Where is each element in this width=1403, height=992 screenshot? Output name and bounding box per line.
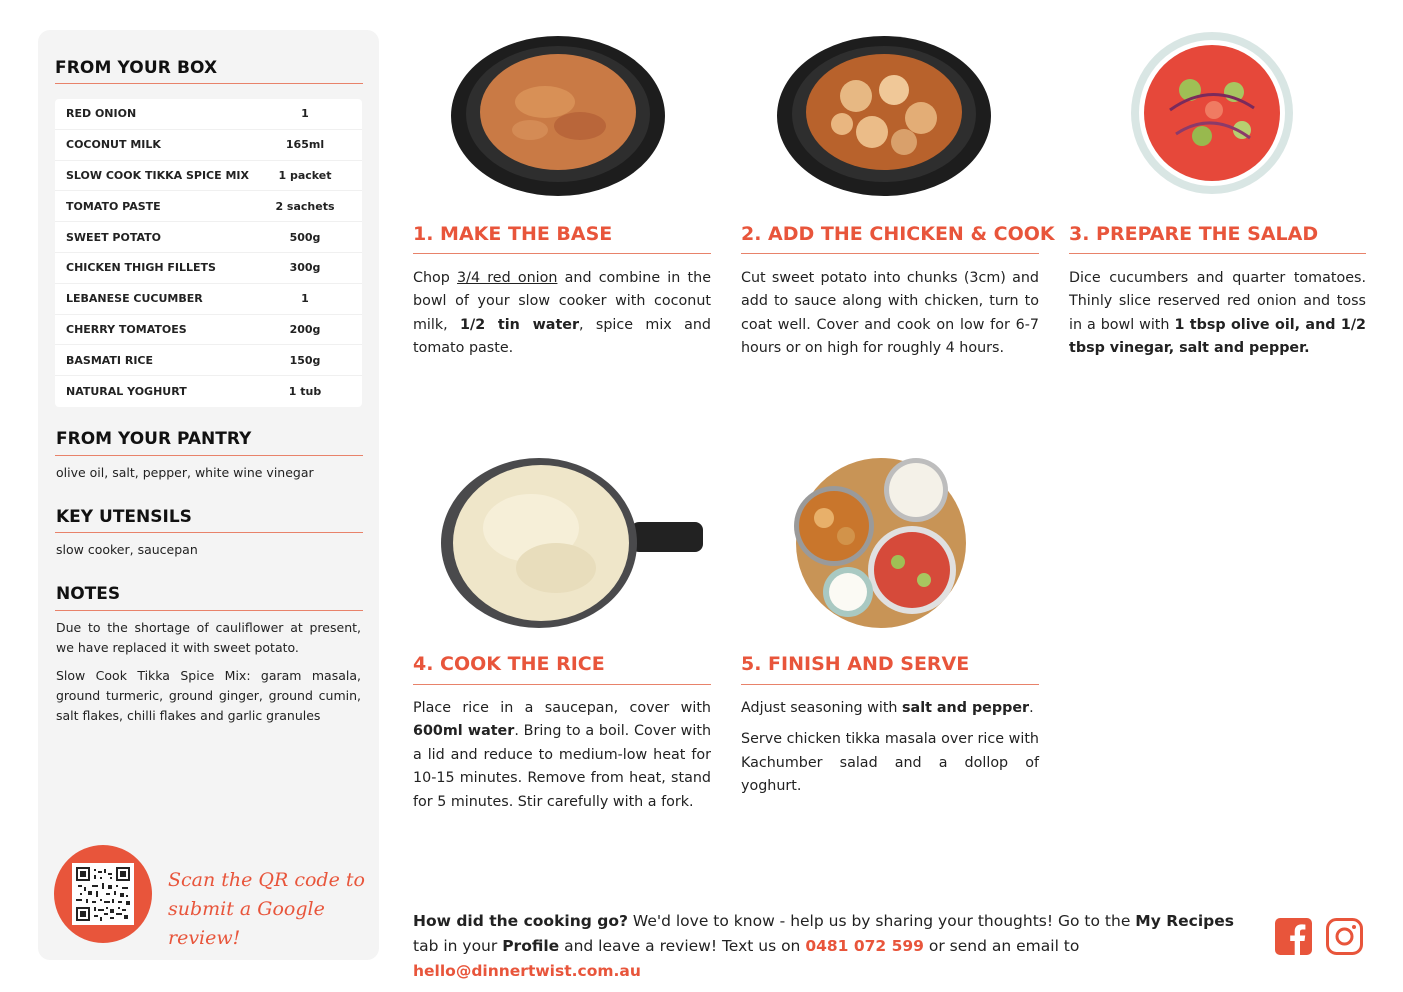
step-5-paragraph [741, 697, 1039, 720]
ingredient-name: NATURAL YOGHURT [66, 385, 187, 399]
notes-block [56, 618, 361, 734]
ingredient-name: TOMATO PASTE [66, 199, 161, 213]
step-4-text [413, 697, 711, 814]
profile-label: Profile [502, 937, 560, 955]
box-title: FROM YOUR BOX [55, 58, 218, 78]
email-link[interactable]: hello@dinnertwist.com.au [413, 962, 641, 980]
ingredient-qty: 1 [301, 107, 309, 121]
ingredient-name: LEBANESE CUCUMBER [66, 292, 203, 306]
sidebar [38, 30, 379, 960]
step-2-rule [741, 253, 1039, 254]
ingredient-row [55, 345, 362, 376]
ingredient-qty: 300g [289, 261, 321, 275]
ingredient-name: SWEET POTATO [66, 230, 161, 244]
text-run: Dice cucumbers and quarter tomatoes. Thinly slice reserved red onion and toss in a bowl with [1069, 270, 1366, 333]
pantry-rule [55, 455, 363, 456]
ingredient-qty: 200g [289, 322, 321, 336]
notes-rule [55, 610, 363, 611]
my-recipes-label: My Recipes [1135, 912, 1234, 930]
ingredient-qty: 2 sachets [275, 199, 335, 213]
step-1-title: 1. MAKE THE BASE [413, 223, 613, 245]
text-run: We'd love to know - help us by sharing your thoughts! Go to the [627, 912, 1136, 930]
ingredient-qty: 1 [301, 292, 309, 306]
text-run: and leave a review! Text us on [559, 937, 806, 955]
step-2-title: 2. ADD THE CHICKEN & COOK [741, 223, 1055, 245]
underlined-text: 3/4 red onion [457, 270, 558, 286]
ingredient-qty: 165ml [285, 138, 325, 152]
ingredient-row [55, 191, 362, 222]
pantry-text: olive oil, salt, pepper, white wine vinegar [56, 465, 314, 480]
step-5-title: 5. FINISH AND SERVE [741, 653, 970, 675]
ingredient-row [55, 315, 362, 346]
qr-code-icon[interactable] [72, 863, 134, 925]
finished-dish-image [786, 458, 976, 628]
feedback-footer [413, 909, 1263, 984]
ingredient-qty: 150g [289, 353, 321, 367]
ingredient-qty: 1 tub [288, 385, 322, 399]
text-run: tab in your [413, 937, 503, 955]
step-1-rule [413, 253, 711, 254]
note-paragraph: Slow Cook Tikka Spice Mix: garam masala, ground turmeric, ground ginger, ground cumin, salt flakes, chilli flakes and garlic granules [56, 668, 361, 723]
ingredient-qty: 500g [289, 230, 321, 244]
pantry-title: FROM YOUR PANTRY [56, 429, 252, 449]
text-run: Place rice in a saucepan, cover with [413, 700, 711, 716]
ingredient-row [55, 376, 362, 407]
step-5-rule [741, 684, 1039, 685]
ingredient-name: CHERRY TOMATOES [66, 322, 187, 336]
ingredient-row [55, 253, 362, 284]
utensils-text: slow cooker, saucepan [56, 542, 198, 557]
ingredient-qty: 1 packet [278, 168, 332, 182]
bold-text: 1 tbsp olive oil, and 1/2 tbsp vinegar, salt and pepper. [1069, 316, 1366, 357]
ingredient-name: COCONUT MILK [66, 138, 161, 152]
note-paragraph: Due to the shortage of cauliflower at present, we have replaced it with sweet potato. [56, 620, 361, 655]
text-run: . [1029, 700, 1034, 716]
ingredient-row [55, 222, 362, 253]
facebook-icon[interactable] [1275, 918, 1312, 955]
qr-badge[interactable] [54, 845, 152, 943]
bold-text: How did the cooking go? [413, 912, 628, 930]
step-2-text: Cut sweet potato into chunks (3cm) and add to sauce along with chicken, turn to coat well. Cover and cook on low for 6-7 hours or on high for roughly 4 hours. [741, 270, 1039, 357]
ingredient-row [55, 99, 362, 130]
step-3-title: 3. PREPARE THE SALAD [1069, 223, 1319, 245]
ingredients-table [55, 99, 362, 407]
text-run: or send an email to [923, 937, 1080, 955]
ingredient-name: SLOW COOK TIKKA SPICE MIX [66, 168, 249, 182]
ingredient-name: RED ONION [66, 107, 137, 121]
notes-title: NOTES [56, 584, 121, 604]
step-1-text [413, 267, 711, 361]
step-5-paragraph: Serve chicken tikka masala over rice with Kachumber salad and a dollop of yoghurt. [741, 731, 1039, 795]
qr-tagline-line: submit a Google review! [168, 898, 325, 949]
bold-text: salt and pepper [902, 700, 1030, 716]
phone-link[interactable]: 0481 072 599 [805, 937, 924, 955]
step-5-text [741, 697, 1039, 807]
box-title-rule [55, 83, 363, 84]
qr-tagline-line: Scan the QR code to [168, 869, 365, 891]
ingredient-row [55, 284, 362, 315]
text-run: . Bring to a boil. Cover with a lid and reduce to medium-low heat for 10-15 minutes. Remove from heat, stand for 5 minutes. Stir carefully with a fork. [413, 723, 712, 810]
bold-text: 1/2 tin water [460, 316, 580, 333]
ingredient-name: CHICKEN THIGH FILLETS [66, 261, 216, 275]
step-4-title: 4. COOK THE RICE [413, 653, 605, 675]
text-run: , spice mix and tomato paste. [413, 316, 711, 357]
ingredient-row [55, 161, 362, 192]
utensils-title: KEY UTENSILS [56, 507, 192, 527]
rice-saucepan-image [441, 458, 703, 628]
slow-cooker-sauce-image [450, 30, 666, 198]
step-4-rule [413, 684, 711, 685]
instagram-icon[interactable] [1326, 918, 1363, 955]
step-3-rule [1069, 253, 1366, 254]
text-run: and combine in the bowl of your slow cooker with coconut milk, [413, 270, 711, 333]
step-3-text [1069, 267, 1366, 361]
bold-text: 600ml water [413, 723, 515, 740]
ingredient-row [55, 130, 362, 161]
ingredient-name: BASMATI RICE [66, 353, 154, 367]
text-run: Chop [413, 270, 458, 286]
salad-bowl-image [1130, 30, 1294, 196]
utensils-rule [55, 532, 363, 533]
qr-tagline [168, 866, 368, 953]
text-run: Adjust seasoning with [741, 700, 903, 716]
slow-cooker-chicken-image [776, 30, 992, 198]
